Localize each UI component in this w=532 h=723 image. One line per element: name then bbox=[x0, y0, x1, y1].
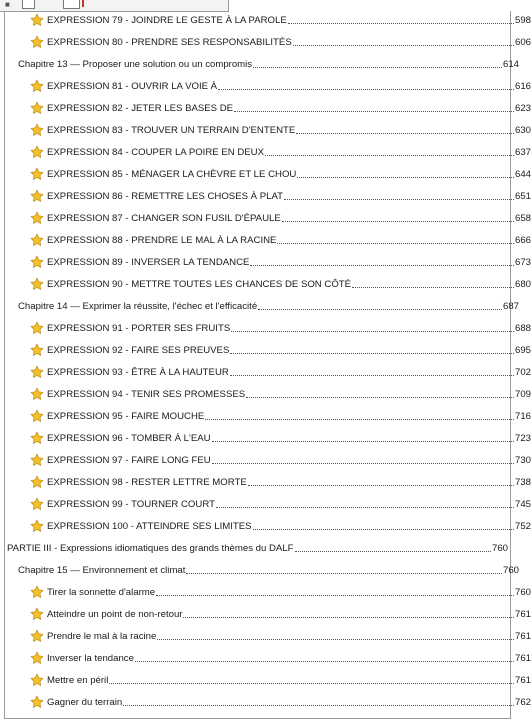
dot-leader bbox=[265, 154, 514, 156]
toc-entry-title: EXPRESSION 99 - TOURNER COURT bbox=[47, 498, 215, 510]
toc-entry-page-number: 623 bbox=[514, 102, 531, 114]
toc-entry-page-number: 666 bbox=[514, 234, 531, 246]
toc-entry-title: Gagner du terrain bbox=[47, 696, 123, 708]
dot-leader bbox=[156, 594, 514, 596]
star-icon bbox=[30, 145, 44, 159]
toc-entry-title: EXPRESSION 86 - REMETTRE LES CHOSES À PLAT bbox=[47, 190, 283, 202]
toc-entry-page-number: 761 bbox=[514, 630, 531, 642]
dot-leader bbox=[288, 22, 514, 24]
toc-entry-title: EXPRESSION 85 - MÉNAGER LA CHÈVRE ET LE CHOU bbox=[47, 168, 297, 180]
dot-leader bbox=[295, 550, 491, 552]
toc-entry-page-number: 688 bbox=[514, 322, 531, 334]
toc-entry[interactable] bbox=[5, 12, 532, 28]
toc-entry-page-number: 637 bbox=[514, 146, 531, 158]
toc-entry-title: Prendre le mal à la racine bbox=[47, 630, 157, 642]
toc-entry-title: EXPRESSION 94 - TENIR SES PROMESSES bbox=[47, 388, 246, 400]
toc-entry-page-number: 716 bbox=[514, 410, 531, 422]
bullet-icon: ■ bbox=[5, 0, 10, 9]
dot-leader bbox=[216, 506, 514, 508]
toc-entry-page-number: 651 bbox=[514, 190, 531, 202]
dot-leader bbox=[230, 352, 514, 354]
toc-entry[interactable] bbox=[5, 56, 520, 72]
toc-entry[interactable] bbox=[5, 518, 532, 534]
star-icon bbox=[30, 629, 44, 643]
toc-entry[interactable] bbox=[5, 606, 532, 622]
toc-entry-page-number: 687 bbox=[502, 300, 519, 312]
toc-entry[interactable] bbox=[5, 298, 520, 314]
toc-entry-title: Inverser la tendance bbox=[47, 652, 134, 664]
toc-entry-page-number: 695 bbox=[514, 344, 531, 356]
marker-icon bbox=[82, 0, 84, 7]
toc-entry-title: EXPRESSION 93 - ÊTRE À LA HAUTEUR bbox=[47, 366, 229, 378]
dot-leader bbox=[234, 110, 514, 112]
dot-leader bbox=[250, 264, 514, 266]
star-icon bbox=[30, 607, 44, 621]
toc-entry[interactable] bbox=[5, 364, 532, 380]
toc-entry-title: Atteindre un point de non-retour bbox=[47, 608, 183, 620]
dot-leader bbox=[212, 440, 514, 442]
toc-entry-title: EXPRESSION 80 - PRENDRE SES RESPONSABILITÉS bbox=[47, 36, 292, 48]
toc-entry[interactable] bbox=[5, 430, 532, 446]
toc-entry-page-number: 598 bbox=[514, 14, 531, 26]
toc-entry-page-number: 752 bbox=[514, 520, 531, 532]
dot-leader bbox=[135, 660, 514, 662]
dot-leader bbox=[205, 418, 514, 420]
star-icon bbox=[30, 13, 44, 27]
star-icon bbox=[30, 123, 44, 137]
toc-entry-page-number: 673 bbox=[514, 256, 531, 268]
toc-entry-title: EXPRESSION 89 - INVERSER LA TENDANCE bbox=[47, 256, 250, 268]
toc-entry-title: EXPRESSION 79 - JOINDRE LE GESTE À LA PAROLE bbox=[47, 14, 287, 26]
toc-entry-page-number: 762 bbox=[514, 696, 531, 708]
toc-entry[interactable] bbox=[5, 210, 532, 226]
toc-entry-title: Chapitre 14 — Exprimer la réussite, l'échec et l'efficacité bbox=[18, 300, 258, 312]
toc-entry[interactable] bbox=[5, 628, 532, 644]
toc-entry-page-number: 658 bbox=[514, 212, 531, 224]
toc-entry[interactable] bbox=[5, 232, 532, 248]
dot-leader bbox=[258, 308, 502, 310]
dot-leader bbox=[293, 44, 514, 46]
star-icon bbox=[30, 387, 44, 401]
expand-box-icon[interactable] bbox=[63, 0, 80, 9]
dot-leader bbox=[282, 220, 514, 222]
star-icon bbox=[30, 343, 44, 357]
dot-leader bbox=[246, 396, 514, 398]
toc-entry-title: EXPRESSION 88 - PRENDRE LE MAL À LA RACINE bbox=[47, 234, 277, 246]
toc-entry-title: EXPRESSION 83 - TROUVER UN TERRAIN D'ENTENTE bbox=[47, 124, 296, 136]
dot-leader bbox=[284, 198, 514, 200]
star-icon bbox=[30, 695, 44, 709]
toc-entry[interactable] bbox=[5, 584, 532, 600]
star-icon bbox=[30, 365, 44, 379]
dot-leader bbox=[253, 66, 502, 68]
dot-leader bbox=[212, 462, 514, 464]
toc-entry-title: EXPRESSION 98 - RESTER LETTRE MORTE bbox=[47, 476, 247, 488]
dot-leader bbox=[248, 484, 514, 486]
toc-entry-page-number: 761 bbox=[514, 652, 531, 664]
toc-entry-page-number: 761 bbox=[514, 608, 531, 620]
toc-entry-page-number: 761 bbox=[514, 674, 531, 686]
toc-entry[interactable] bbox=[5, 34, 532, 50]
star-icon bbox=[30, 651, 44, 665]
star-icon bbox=[30, 453, 44, 467]
dot-leader bbox=[218, 88, 514, 90]
dot-leader bbox=[352, 286, 514, 288]
toc-entry-title: EXPRESSION 90 - METTRE TOUTES LES CHANCES DE SON CÔTÉ bbox=[47, 278, 352, 290]
star-icon bbox=[30, 255, 44, 269]
toc-entry-page-number: 616 bbox=[514, 80, 531, 92]
dot-leader bbox=[157, 638, 514, 640]
dot-leader bbox=[186, 572, 502, 574]
toc-entry-page-number: 760 bbox=[491, 542, 508, 554]
toc-entry-page-number: 644 bbox=[514, 168, 531, 180]
toc-entry-title: EXPRESSION 81 - OUVRIR LA VOIE À bbox=[47, 80, 218, 92]
dot-leader bbox=[296, 132, 514, 134]
dot-leader bbox=[123, 704, 514, 706]
toc-entry[interactable] bbox=[5, 188, 532, 204]
toc-entry[interactable] bbox=[5, 672, 532, 688]
toc-entry-page-number: 680 bbox=[514, 278, 531, 290]
toc-entry[interactable] bbox=[5, 650, 532, 666]
star-icon bbox=[30, 475, 44, 489]
dot-leader bbox=[230, 374, 514, 376]
dot-leader bbox=[277, 242, 514, 244]
star-icon bbox=[30, 189, 44, 203]
toc-entry-title: EXPRESSION 87 - CHANGER SON FUSIL D'ÉPAULE bbox=[47, 212, 281, 224]
star-icon bbox=[30, 673, 44, 687]
star-icon bbox=[30, 101, 44, 115]
dot-leader bbox=[297, 176, 514, 178]
star-icon bbox=[30, 79, 44, 93]
toc-entry[interactable] bbox=[5, 254, 532, 270]
toc-entry[interactable] bbox=[5, 452, 532, 468]
toc-entry-page-number: 738 bbox=[514, 476, 531, 488]
star-icon bbox=[30, 35, 44, 49]
toc-entry-title: EXPRESSION 82 - JETER LES BASES DE bbox=[47, 102, 234, 114]
toc-entry[interactable] bbox=[5, 78, 532, 94]
toc-entry[interactable] bbox=[5, 386, 532, 402]
toc-entry[interactable] bbox=[5, 122, 532, 138]
toc-entry-title: Chapitre 15 — Environnement et climat bbox=[18, 564, 186, 576]
dot-leader bbox=[253, 528, 514, 530]
dot-leader bbox=[183, 616, 514, 618]
toc-entry-title: Mettre en péril bbox=[47, 674, 109, 686]
toc-entry-page-number: 630 bbox=[514, 124, 531, 136]
star-icon bbox=[30, 167, 44, 181]
dot-leader bbox=[231, 330, 514, 332]
toc-entry-page-number: 606 bbox=[514, 36, 531, 48]
star-icon bbox=[30, 211, 44, 225]
toc-entry-title: PARTIE III - Expressions idiomatiques des grands thèmes du DALF bbox=[7, 542, 294, 554]
toc-entry-title: EXPRESSION 100 - ATTEINDRE SES LIMITES bbox=[47, 520, 252, 532]
star-icon bbox=[30, 233, 44, 247]
toc-entry[interactable] bbox=[5, 408, 532, 424]
toc-entry-title: EXPRESSION 97 - FAIRE LONG FEU bbox=[47, 454, 211, 466]
toc-entry-page-number: 614 bbox=[502, 58, 519, 70]
toc-entry-page-number: 730 bbox=[514, 454, 531, 466]
toc-entry-page-number: 760 bbox=[514, 586, 531, 598]
star-icon bbox=[30, 409, 44, 423]
toc-entry-title: Chapitre 13 — Proposer une solution ou un compromis bbox=[18, 58, 253, 70]
toc-entry-page-number: 760 bbox=[502, 564, 519, 576]
toc-entry[interactable] bbox=[5, 144, 532, 160]
star-icon bbox=[30, 277, 44, 291]
star-icon bbox=[30, 321, 44, 335]
star-icon bbox=[30, 497, 44, 511]
star-icon bbox=[30, 585, 44, 599]
toc-entry-title: EXPRESSION 84 - COUPER LA POIRE EN DEUX bbox=[47, 146, 264, 158]
toc-entry-page-number: 702 bbox=[514, 366, 531, 378]
toc-entry[interactable] bbox=[5, 276, 532, 292]
toc-entry[interactable] bbox=[5, 320, 532, 336]
toc-entry[interactable] bbox=[5, 100, 532, 116]
toc-entry-title: EXPRESSION 91 - PORTER SES FRUITS bbox=[47, 322, 231, 334]
toc-entry-title: EXPRESSION 96 - TOMBER À L'EAU bbox=[47, 432, 211, 444]
toc-entry-page-number: 745 bbox=[514, 498, 531, 510]
star-icon bbox=[30, 431, 44, 445]
toc-entry[interactable] bbox=[5, 496, 532, 512]
collapse-box-icon[interactable] bbox=[22, 0, 35, 9]
star-icon bbox=[30, 519, 44, 533]
toc-entry[interactable] bbox=[5, 166, 532, 182]
toc-entry[interactable] bbox=[5, 694, 532, 710]
dot-leader bbox=[109, 682, 514, 684]
toc-entry-title: EXPRESSION 92 - FAIRE SES PREUVES bbox=[47, 344, 230, 356]
table-of-contents bbox=[4, 11, 531, 719]
toc-entry-title: EXPRESSION 95 - FAIRE MOUCHE bbox=[47, 410, 205, 422]
toc-entry[interactable] bbox=[5, 540, 509, 556]
toc-entry[interactable] bbox=[5, 562, 520, 578]
toc-entry[interactable] bbox=[5, 342, 532, 358]
toc-entry-title: Tirer la sonnette d'alarme bbox=[47, 586, 156, 598]
toc-entry-page-number: 723 bbox=[514, 432, 531, 444]
toc-entry-page-number: 709 bbox=[514, 388, 531, 400]
toc-entry[interactable] bbox=[5, 474, 532, 490]
